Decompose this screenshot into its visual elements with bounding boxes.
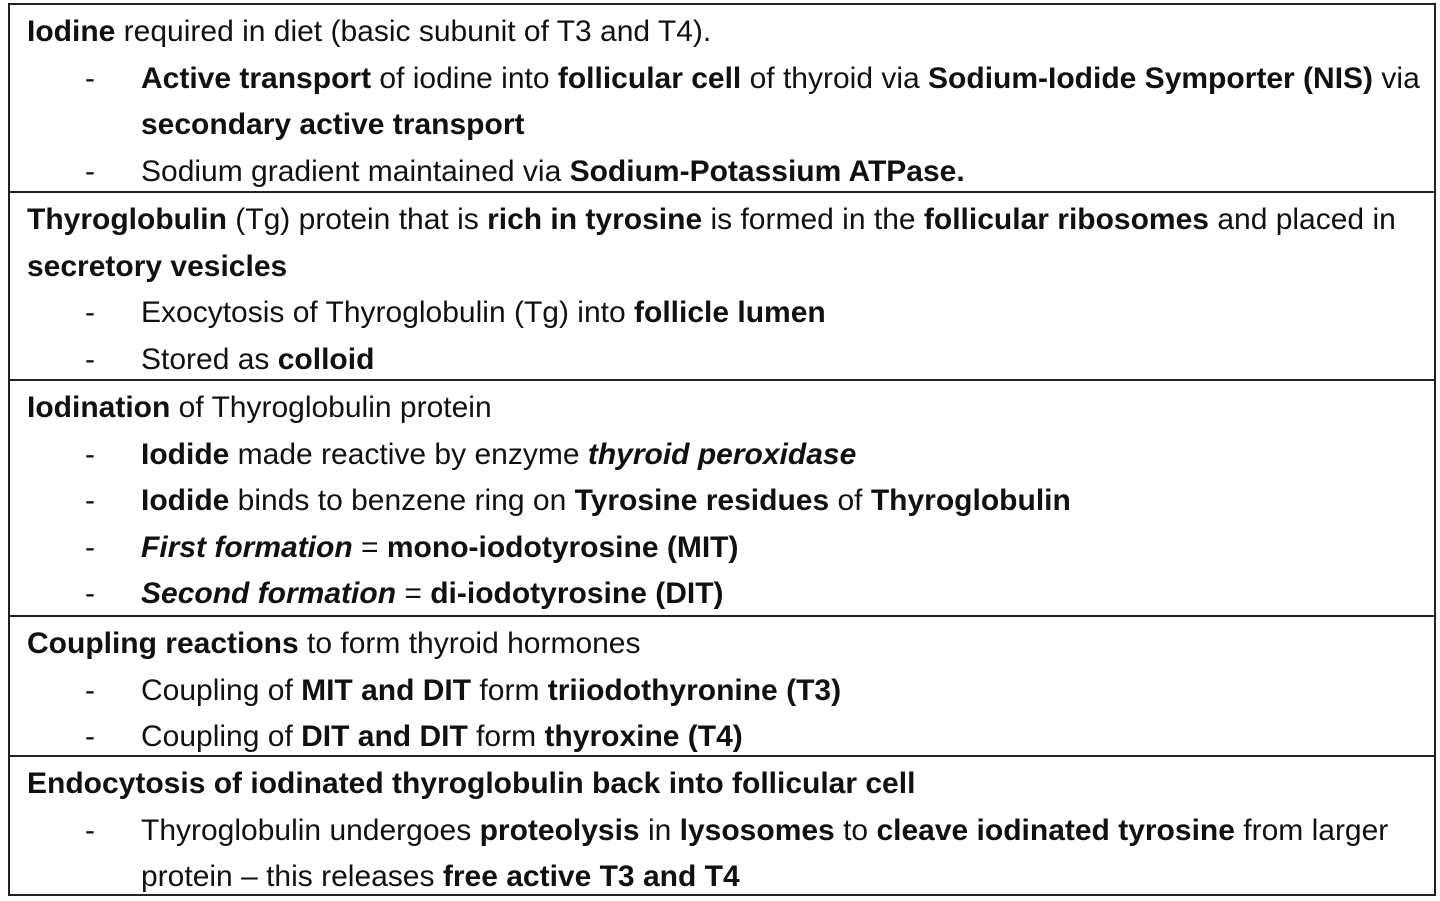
text-span: follicular ribosomes	[923, 203, 1209, 236]
bullet-dash-icon: -	[85, 484, 95, 517]
text-span: lysosomes	[679, 813, 835, 847]
text-span: to form thyroid hormones	[298, 627, 641, 660]
text-span: Thyroglobulin	[27, 203, 227, 236]
text-span: Sodium gradient maintained via	[141, 154, 570, 188]
text-span: Active transport	[141, 61, 372, 95]
text-span: Sodium-Iodide Symporter (NIS)	[928, 61, 1374, 95]
text-span: form	[471, 673, 548, 707]
text-span: First formation	[141, 530, 353, 564]
section-heading	[27, 197, 1422, 290]
text-span	[588, 438, 856, 471]
bullet-item	[27, 478, 1422, 525]
text-span: made reactive by enzyme	[229, 437, 588, 471]
text-span: (Tg) protein that is	[226, 203, 488, 236]
text-span: triiodothyronine (T3)	[547, 673, 842, 707]
text-span: proteolysis	[479, 813, 640, 847]
text-span: secretory vesicles	[27, 249, 288, 283]
bullet-dash-icon: -	[85, 61, 95, 95]
table-row	[10, 381, 1434, 617]
text-span: of iodine into	[371, 61, 558, 95]
bullet-item	[27, 525, 1422, 572]
bullet-item	[27, 337, 1422, 382]
text-span: Iodine	[27, 15, 116, 48]
text-span: from larger protein – this releases	[141, 813, 1389, 893]
text-span: via	[1373, 61, 1420, 95]
text-span: Sodium-Potassium ATPase.	[569, 154, 965, 188]
bullet-dash-icon: -	[85, 154, 95, 188]
bullet-item	[27, 668, 1422, 715]
text-span: DIT and DIT	[301, 720, 468, 753]
bullet-dash-icon: -	[85, 577, 95, 610]
bullet-dash-icon: -	[85, 720, 95, 753]
text-span: Tyrosine residues	[574, 484, 830, 517]
bullet-dash-icon: -	[85, 673, 95, 707]
text-span: Coupling reactions	[27, 627, 299, 660]
section-heading	[27, 385, 1422, 432]
text-span: =	[396, 577, 431, 610]
text-span: Stored as	[141, 342, 278, 376]
text-span: secondary active transport	[141, 108, 525, 141]
table-row	[10, 5, 1434, 193]
bullet-item	[27, 432, 1422, 479]
text-span: follicular cell	[557, 61, 742, 95]
text-span: di-iodotyrosine (DIT)	[430, 577, 724, 610]
section-heading	[27, 761, 1422, 808]
text-span: Iodination	[27, 391, 171, 424]
bullet-item	[27, 56, 1422, 149]
bullet-dash-icon: -	[85, 296, 95, 329]
bullet-dash-icon: -	[85, 437, 95, 471]
text-span: Second formation	[141, 577, 397, 610]
text-span: of Thyroglobulin protein	[170, 391, 492, 424]
table-row	[10, 757, 1434, 896]
text-span: binds to benzene ring on	[229, 484, 575, 517]
text-span: rich in tyrosine	[487, 203, 703, 236]
text-span: Thyroglobulin	[870, 484, 1071, 517]
text-span: of thyroid via	[741, 61, 929, 95]
text-span: thyroxine (T4)	[544, 720, 743, 753]
table-row	[10, 617, 1434, 757]
bullet-item	[27, 290, 1422, 337]
text-span: cleave iodinated tyrosine	[876, 813, 1235, 847]
bullet-item	[27, 808, 1422, 897]
text-span: Endocytosis of iodinated thyroglobulin back into follicular cell	[27, 767, 916, 800]
text-span	[141, 577, 396, 610]
text-span: Iodide	[141, 484, 230, 517]
text-span: follicle lumen	[634, 296, 826, 329]
text-span: mono-iodotyrosine (MIT)	[386, 530, 739, 564]
text-span: of	[829, 484, 871, 517]
text-span: thyroid peroxidase	[587, 437, 857, 471]
text-span: to	[834, 813, 877, 847]
text-span: colloid	[277, 342, 375, 376]
bullet-dash-icon: -	[85, 813, 95, 847]
table-row	[10, 193, 1434, 381]
text-span: Thyroglobulin undergoes	[141, 813, 480, 847]
text-span: Coupling of	[141, 720, 302, 753]
text-span: in	[639, 813, 680, 847]
section-heading	[27, 9, 1422, 56]
bullet-dash-icon: -	[85, 530, 95, 564]
text-span: Exocytosis of Thyroglobulin (Tg) into	[141, 296, 634, 329]
bullet-item	[27, 714, 1422, 757]
text-span: Coupling of	[141, 673, 302, 707]
bullet-item	[27, 149, 1422, 194]
bullet-item	[27, 571, 1422, 617]
text-span: form	[467, 720, 545, 753]
text-span: is formed in the	[702, 203, 924, 236]
bullet-dash-icon: -	[85, 342, 95, 376]
text-span	[141, 531, 353, 564]
section-heading	[27, 621, 1422, 668]
text-span: =	[352, 530, 387, 564]
text-span: and placed in	[1208, 203, 1396, 236]
text-span: MIT and DIT	[301, 673, 472, 707]
text-span: required in diet (basic subunit of T3 and T4).	[115, 15, 712, 48]
thyroid-hormone-synthesis-table	[8, 3, 1436, 896]
text-span: Iodide	[141, 437, 230, 471]
text-span: free active T3 and T4	[442, 860, 740, 893]
